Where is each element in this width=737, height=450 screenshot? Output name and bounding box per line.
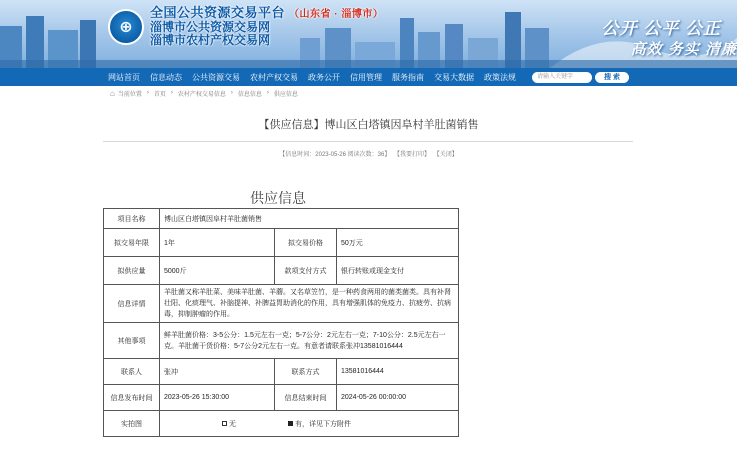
platform-title: 全国公共资源交易平台 （山东省 · 淄博市） [150, 5, 384, 20]
cell-label: 拟供应量 [104, 257, 160, 285]
cell-label: 实拍图 [104, 411, 160, 437]
nav-credit[interactable]: 信用管理 [350, 72, 382, 82]
cell-contact: 张冲 [160, 359, 275, 385]
breadcrumb-home[interactable]: 首页 [153, 91, 166, 98]
breadcrumb-label: 当前位置 [117, 91, 142, 98]
supply-info-table [103, 208, 459, 437]
nav-rural-trading[interactable]: 农村产权交易 [250, 72, 298, 82]
slogan-fairness: 公开 公平 公正 [601, 19, 721, 38]
home-icon: ⌂ [110, 88, 115, 98]
table-row [104, 257, 459, 285]
nav-big-data[interactable]: 交易大数据 [434, 72, 474, 82]
article-meta [0, 149, 737, 158]
checkbox-no-icon [222, 421, 227, 426]
table-row [104, 359, 459, 385]
cell-label: 信息发布时间 [104, 385, 160, 411]
cell-other: 鲜羊肚菌价格：3-5公分：1.5元左右一克；5-7公分：2元左右一克；7-10公分：2.5元左右一克。羊肚菌干货价格：5-7公分2元左右一克。有意者请联系张冲13581016444 [160, 323, 459, 359]
article-title: 【供应信息】博山区白塔镇因阜村羊肚菌销售 [258, 119, 479, 131]
cell-trade-price: 50万元 [337, 229, 459, 257]
table-row [104, 209, 459, 229]
meta-date: 【信息时间：2023-05-26 阅读次数：36】 [279, 152, 391, 158]
cell-label: 拟交易价格 [275, 229, 337, 257]
cell-publish-time: 2023-05-26 15:30:00 [160, 385, 275, 411]
cell-label: 信息结束时间 [275, 385, 337, 411]
nav-service-guide[interactable]: 服务指南 [392, 72, 424, 82]
cell-label: 联系人 [104, 359, 160, 385]
cell-end-time: 2024-05-26 00:00:00 [337, 385, 459, 411]
cell-label: 拟交易年限 [104, 229, 160, 257]
slogan-efficiency: 高效 务实 清廉 [630, 41, 737, 58]
cell-label: 联系方式 [275, 359, 337, 385]
table-row [104, 229, 459, 257]
cell-label: 项目名称 [104, 209, 160, 229]
table-row [104, 411, 459, 437]
cell-trade-years: 1年 [160, 229, 275, 257]
cell-label: 款项支付方式 [275, 257, 337, 285]
nav-home[interactable]: 网站首页 [108, 72, 140, 82]
checkbox-yes-icon [288, 421, 293, 426]
cell-project-name: 博山区白塔镇因阜村羊肚菌销售 [160, 209, 459, 229]
nav-news[interactable]: 信息动态 [150, 72, 182, 82]
photo-no-label: 无 [229, 420, 236, 428]
nav-policy[interactable]: 政策法规 [484, 72, 516, 82]
title-divider [103, 141, 633, 142]
site-banner [0, 0, 737, 68]
cell-detail: 羊肚菌又称羊肚菜、美味羊肚菌、羊蘑。又名草笠竹，是一种药食两用的菌类菌类。具有补肾壮阳、化痰理气、补脑提神、补脾益胃助消化的作用，具有增强肌体的免疫力、抗疲劳、抗病毒，抑制肿瘤的作用。 [160, 285, 459, 323]
print-link[interactable]: 【我要打印】 [394, 152, 431, 158]
search-button[interactable]: 搜 索 [595, 72, 629, 83]
search-input[interactable]: 请输入关键字 [532, 72, 592, 83]
table-row [104, 285, 459, 323]
cell-label: 信息详情 [104, 285, 160, 323]
photo-yes-label: 有，详见下方附件 [294, 420, 351, 428]
emblem-icon: ⊕ [108, 9, 144, 45]
nav-public-trading[interactable]: 公共资源交易 [192, 72, 240, 82]
cell-phone: 13581016444 [337, 359, 459, 385]
site-title-public: 淄博市公共资源交易网 [150, 20, 271, 34]
document-heading: 供应信息 [250, 192, 306, 207]
site-logo[interactable] [108, 6, 383, 47]
nav-gov-affairs[interactable]: 政务公开 [308, 72, 340, 82]
close-link[interactable]: 【关闭】 [433, 152, 458, 158]
cell-supply: 5000斤 [160, 257, 275, 285]
table-row [104, 385, 459, 411]
cell-payment: 银行转账或现金支付 [337, 257, 459, 285]
main-nav [0, 68, 737, 86]
cell-photo [160, 411, 459, 437]
breadcrumb-info[interactable]: 信息信息 [237, 91, 262, 98]
breadcrumb-supply[interactable]: 供应信息 [273, 91, 298, 98]
breadcrumb: ⌂ 当前位置 › 首页 › 农村产权交易信息 › 信息信息 › 供应信息 [110, 88, 298, 98]
table-row [104, 323, 459, 359]
cell-label: 其他事项 [104, 323, 160, 359]
site-title-rural: 淄博市农村产权交易网 [150, 33, 271, 47]
breadcrumb-rural[interactable]: 农村产权交易信息 [177, 91, 226, 98]
